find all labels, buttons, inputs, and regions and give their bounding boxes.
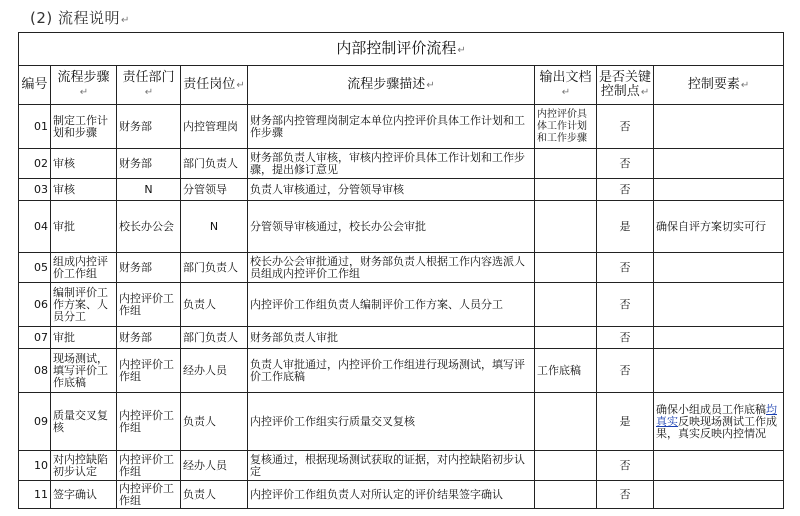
header-row <box>19 66 784 105</box>
row-step: 编制评价工作方案、人员分工 <box>51 283 117 327</box>
row-key: 否 <box>597 253 654 283</box>
row-dept: 财务部 <box>117 327 181 349</box>
row-key: 否 <box>597 179 654 201</box>
row-doc: 内控评价具体工作计划和工作步骤 <box>535 105 597 149</box>
col-header-key: 是否关键控制点↵ <box>597 66 654 105</box>
row-dept: 内控评价工作组 <box>117 283 181 327</box>
row-no: 01 <box>19 105 51 149</box>
row-dept: 财务部 <box>117 253 181 283</box>
table-row <box>19 481 784 509</box>
row-no: 03 <box>19 179 51 201</box>
table-row <box>19 393 784 451</box>
row-doc: 工作底稿 <box>535 349 597 393</box>
paragraph-mark-icon: ↵ <box>121 15 130 26</box>
row-step: 审核 <box>51 149 117 179</box>
row-doc <box>535 149 597 179</box>
table-row <box>19 201 784 253</box>
row-key: 否 <box>597 149 654 179</box>
row-no: 07 <box>19 327 51 349</box>
row-doc <box>535 253 597 283</box>
table-row <box>19 349 784 393</box>
row-step: 质量交叉复核 <box>51 393 117 451</box>
row-step: 现场测试，填写评价工作底稿 <box>51 349 117 393</box>
col-header-post: 责任岗位↵ <box>181 66 248 105</box>
row-no: 06 <box>19 283 51 327</box>
row-doc <box>535 327 597 349</box>
row-desc: 财务部负责人审核，审核内控评价具体工作计划和工作步骤，提出修订意见 <box>248 149 535 179</box>
row-post: 负责人 <box>181 283 248 327</box>
row-ctrl <box>654 105 784 149</box>
row-step: 对内控缺陷初步认定 <box>51 451 117 481</box>
row-key: 否 <box>597 451 654 481</box>
row-no: 11 <box>19 481 51 509</box>
row-ctrl: 确保小组成员工作底稿均真实反映现场测试工作成果，真实反映内控情况 <box>654 393 784 451</box>
table-row <box>19 283 784 327</box>
row-desc: 分管领导审核通过，校长办公会审批 <box>248 201 535 253</box>
row-desc: 财务部负责人审批 <box>248 327 535 349</box>
row-step: 审核 <box>51 179 117 201</box>
row-post: 部门负责人 <box>181 253 248 283</box>
row-post: N <box>181 201 248 253</box>
row-post: 经办人员 <box>181 349 248 393</box>
col-header-desc: 流程步骤描述↵ <box>248 66 535 105</box>
row-desc: 内控评价工作组负责人对所认定的评价结果签字确认 <box>248 481 535 509</box>
section-heading <box>30 7 130 28</box>
row-step: 审批 <box>51 201 117 253</box>
underlined-phrase: 均真实 <box>656 402 777 428</box>
row-dept: 内控评价工作组 <box>117 451 181 481</box>
row-key: 否 <box>597 283 654 327</box>
row-dept: 财务部 <box>117 105 181 149</box>
col-header-no: 编号 <box>19 66 51 105</box>
table-row <box>19 105 784 149</box>
row-step: 组成内控评价工作组 <box>51 253 117 283</box>
row-doc <box>535 283 597 327</box>
table-row <box>19 451 784 481</box>
row-dept: 内控评价工作组 <box>117 481 181 509</box>
row-ctrl <box>654 327 784 349</box>
row-post: 经办人员 <box>181 451 248 481</box>
row-dept: 校长办公会 <box>117 201 181 253</box>
row-dept: 内控评价工作组 <box>117 349 181 393</box>
row-no: 10 <box>19 451 51 481</box>
row-post: 内控管理岗 <box>181 105 248 149</box>
row-step: 制定工作计划和步骤 <box>51 105 117 149</box>
row-ctrl: 确保自评方案切实可行 <box>654 201 784 253</box>
row-desc: 负责人审核通过，分管领导审核 <box>248 179 535 201</box>
row-key: 否 <box>597 105 654 149</box>
row-doc <box>535 179 597 201</box>
row-ctrl <box>654 451 784 481</box>
process-table <box>18 32 784 509</box>
row-key: 否 <box>597 327 654 349</box>
row-ctrl <box>654 283 784 327</box>
row-desc: 复核通过，根据现场测试获取的证据，对内控缺陷初步认定 <box>248 451 535 481</box>
row-desc: 内控评价工作组负责人编制评价工作方案、人员分工 <box>248 283 535 327</box>
row-post: 部门负责人 <box>181 149 248 179</box>
row-doc <box>535 451 597 481</box>
row-no: 09 <box>19 393 51 451</box>
table-row <box>19 327 784 349</box>
row-post: 负责人 <box>181 481 248 509</box>
row-doc <box>535 481 597 509</box>
row-doc <box>535 393 597 451</box>
row-post: 负责人 <box>181 393 248 451</box>
row-ctrl <box>654 349 784 393</box>
row-step: 签字确认 <box>51 481 117 509</box>
row-ctrl <box>654 253 784 283</box>
row-key: 否 <box>597 349 654 393</box>
row-no: 05 <box>19 253 51 283</box>
table-row <box>19 149 784 179</box>
row-doc <box>535 201 597 253</box>
row-desc: 负责人审批通过，内控评价工作组进行现场测试，填写评价工作底稿 <box>248 349 535 393</box>
row-dept: N <box>117 179 181 201</box>
table-row <box>19 179 784 201</box>
row-key: 是 <box>597 201 654 253</box>
row-desc: 校长办公会审批通过，财务部负责人根据工作内容选派人员组成内控评价工作组 <box>248 253 535 283</box>
row-desc: 内控评价工作组实行质量交叉复核 <box>248 393 535 451</box>
row-desc: 财务部内控管理岗制定本单位内控评价具体工作计划和工作步骤 <box>248 105 535 149</box>
row-post: 部门负责人 <box>181 327 248 349</box>
col-header-ctrl: 控制要素↵ <box>654 66 784 105</box>
col-header-step: 流程步骤↵ <box>51 66 117 105</box>
row-dept: 内控评价工作组 <box>117 393 181 451</box>
col-header-dept: 责任部门↵ <box>117 66 181 105</box>
section-heading-text: (2) 流程说明 <box>30 9 121 27</box>
row-no: 02 <box>19 149 51 179</box>
row-ctrl <box>654 149 784 179</box>
row-ctrl <box>654 179 784 201</box>
table-title: 内部控制评价流程↵ <box>19 33 784 66</box>
row-dept: 财务部 <box>117 149 181 179</box>
row-no: 04 <box>19 201 51 253</box>
table-row <box>19 253 784 283</box>
row-no: 08 <box>19 349 51 393</box>
col-header-doc: 输出文档↵ <box>535 66 597 105</box>
row-key: 否 <box>597 481 654 509</box>
row-step: 审批 <box>51 327 117 349</box>
row-post: 分管领导 <box>181 179 248 201</box>
row-ctrl <box>654 481 784 509</box>
row-key: 是 <box>597 393 654 451</box>
